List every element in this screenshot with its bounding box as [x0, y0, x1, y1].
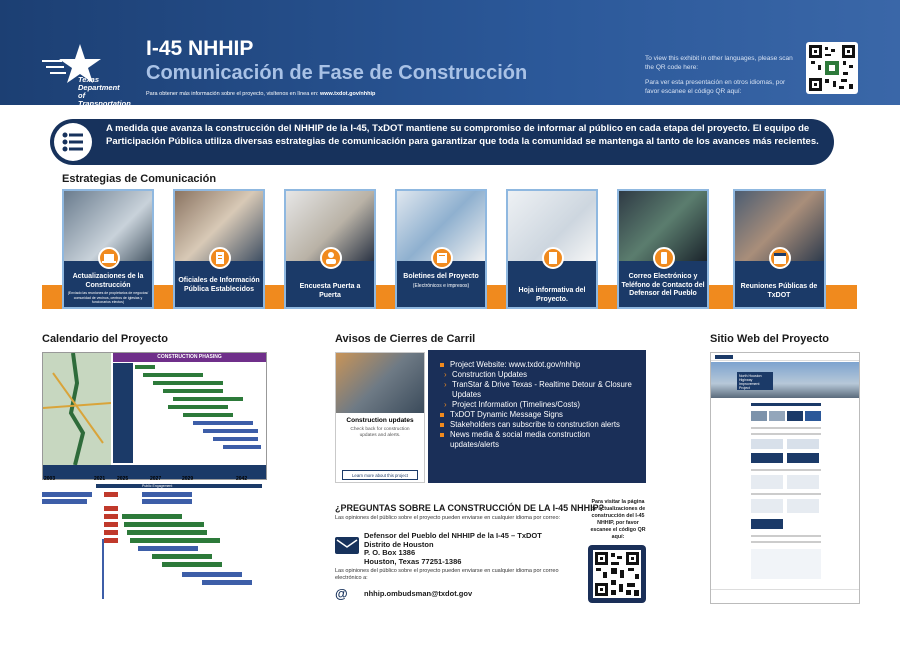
phasing-labels	[113, 363, 133, 463]
intro-text: A medida que avanza la construcción del NHHIP de la I-45, TxDOT mantiene su compromiso de informar al público en cada etapa del proyecto. El equipo de Participación Pública utiliza diversas estrategias de comunicación para garantizar que toda la comunidad se mantenga al tanto de los avances más recientes.	[106, 123, 819, 147]
logo-text-2: Department	[78, 83, 120, 92]
gantt-bar	[142, 499, 192, 504]
card-label-1: Actualizaciones de la Construcción	[72, 273, 144, 289]
notice-subitem: › TranStar & Drive Texas - Realtime Detour & Closure Updates	[440, 380, 638, 400]
gantt-bar	[122, 514, 182, 519]
gantt-bar	[124, 522, 204, 527]
gantt-bar	[42, 492, 92, 497]
gantt-bar	[182, 572, 242, 577]
website-screenshot	[710, 352, 860, 604]
at-icon: @	[335, 586, 348, 601]
public-engagement-bar	[96, 484, 262, 488]
questions-note-mail: Las opiniones del público sobre el proyecto pueden enviarse en cualquier idioma por correo:	[335, 515, 561, 521]
gantt-bar	[104, 506, 118, 511]
gantt-bar	[42, 499, 87, 504]
qr-icon	[593, 550, 641, 598]
phasing-bar	[223, 445, 261, 449]
logo-text-1: Texas	[78, 75, 99, 84]
photo-construction	[336, 353, 424, 413]
strategy-card-officers	[173, 189, 265, 309]
year-label: 2025	[117, 476, 129, 482]
year-label: 2029	[182, 476, 194, 482]
phasing-header: CONSTRUCTION PHASING	[113, 353, 266, 362]
phone-icon	[653, 247, 675, 269]
notice-item: Project Website: www.txdot.gov/nhhip	[440, 360, 638, 370]
gantt-bar	[162, 562, 222, 567]
card-label-2: Oficiales de Información Pública Establecidos	[178, 277, 260, 293]
strategy-card-ombudsman	[617, 189, 709, 309]
address-line: Defensor del Pueblo del NHHIP de la I-45 – TxDOT	[364, 531, 542, 540]
card-label-7: Reuniones Públicas de TxDOT	[740, 283, 818, 299]
card-label-3: Encuesta Puerta a Puerta	[299, 283, 361, 299]
year-label: 2042	[236, 476, 248, 482]
txdot-logo	[42, 42, 131, 108]
gantt-bar	[104, 530, 118, 535]
phasing-bar	[203, 429, 258, 433]
person-icon	[320, 247, 342, 269]
intro-banner	[50, 119, 834, 165]
notice-list-panel	[428, 350, 646, 483]
calendar-title: Calendario del Proyecto	[42, 333, 168, 345]
ombudsman-email[interactable]: nhhip.ombudsman@txdot.gov	[364, 589, 473, 598]
page-subtitle: Comunicación de Fase de Construcción	[146, 62, 528, 84]
address-line: P. O. Box 1386	[364, 548, 416, 557]
closures-title: Avisos de Cierres de Carril	[335, 333, 476, 345]
mail-icon	[335, 537, 359, 554]
info-line	[146, 91, 375, 97]
gantt-bar	[138, 546, 198, 551]
year-label: 2003	[44, 476, 56, 482]
strategy-card-updates	[62, 189, 154, 309]
strategy-card-factsheet	[506, 189, 598, 309]
language-note-en: To view this exhibit in other languages, please scan the QR code here:	[645, 55, 793, 71]
notice-subitem: › Construction Updates	[440, 370, 638, 380]
laptop-icon	[98, 247, 120, 269]
card-sub-4: (Electrónicos e impresos)	[412, 282, 470, 289]
page-title: I-45 NHHIP	[146, 37, 254, 60]
phasing-bar	[153, 381, 223, 385]
list-icon	[54, 123, 92, 161]
website-title: Sitio Web del Proyecto	[710, 333, 829, 345]
logo-text-3: of Transportation	[78, 91, 131, 108]
info-prefix: Para obtener más información sobre el proyecto, visítenos en línea en:	[146, 91, 319, 97]
calendar-icon	[769, 247, 791, 269]
gantt-bar	[104, 538, 118, 543]
gantt-bar	[104, 522, 118, 527]
phasing-bar	[163, 389, 223, 393]
gantt-bar	[142, 492, 192, 497]
checklist-icon	[209, 247, 231, 269]
phasing-bar	[173, 397, 243, 401]
web-nav	[711, 353, 859, 361]
learn-more-button[interactable]: Learn more about this project	[342, 470, 418, 480]
phasing-bar	[168, 405, 228, 409]
qr-code-languages[interactable]	[806, 42, 858, 94]
notice-subitem: › Project Information (Timelines/Costs)	[440, 400, 638, 410]
phasing-bar	[183, 413, 233, 417]
newsletter-icon	[431, 247, 453, 269]
questions-note-email: Las opiniones del público sobre el proyecto pueden enviarse en cualquier idioma por correo electrónico a:	[335, 568, 559, 581]
notice-item: TxDOT Dynamic Message Signs	[440, 410, 638, 420]
strategy-card-newsletter	[395, 189, 487, 309]
language-note-es: Para ver esta presentación en otros idiomas, por favor escanee el código QR aquí:	[645, 79, 786, 95]
web-hero	[711, 362, 859, 398]
web-footer	[711, 589, 859, 603]
qr-icon	[809, 45, 855, 91]
public-engagement-label: Public Engagement	[142, 484, 173, 488]
address-line: Distrito de Houston	[364, 539, 434, 549]
construction-updates-card	[335, 352, 425, 483]
notice-item: News media & social media construction updates/alerts	[440, 430, 638, 450]
year-label: 2021	[94, 476, 106, 482]
card-text: Check back for construction updates and alerts.	[350, 427, 410, 438]
strategy-card-door	[284, 189, 376, 309]
header-banner	[0, 0, 900, 108]
timeline-line	[102, 539, 104, 599]
card-sub-1: (Enviado las reuniones de propietarios de negocios/ comunidad de vecinos, centros de iglesias y funcionarios electos)	[67, 291, 149, 304]
gantt-bar	[104, 492, 118, 497]
hero-text: North Houston Highway Improvement Project	[737, 372, 773, 390]
timeline-gantt	[42, 484, 267, 604]
card-label-5: Hoja informativa del Proyecto.	[518, 287, 586, 303]
phasing-bar	[213, 437, 258, 441]
mailing-address	[364, 532, 542, 566]
address-line: Houston, Texas 77251-1386	[364, 556, 462, 566]
card-label-4: Boletines del Proyecto	[403, 273, 479, 280]
gantt-bar	[104, 514, 118, 519]
card-label-6: Correo Electrónico y Teléfono de Contacto del Defensor del Pueblo	[621, 273, 705, 297]
gantt-bar	[202, 580, 252, 585]
construction-phasing-chart	[42, 352, 267, 480]
qr-note: Para visitar la página de actualizaciones de construcción del I-45 NHHIP, por favor escanee el código QR aquí:	[590, 499, 646, 540]
card-title: Construction updates	[346, 417, 414, 424]
language-note	[645, 55, 795, 96]
gantt-bar	[127, 530, 207, 535]
year-label: 2027	[150, 476, 162, 482]
phasing-bar	[193, 421, 253, 425]
strategy-card-meetings	[733, 189, 826, 309]
project-map	[43, 353, 111, 465]
timeline-years	[42, 476, 267, 484]
questions-title: ¿PREGUNTAS SOBRE LA CONSTRUCCIÓN DE LA I-45 NHHIP?	[335, 503, 605, 513]
info-url[interactable]: www.txdot.gov/nhhip	[319, 91, 376, 97]
document-icon	[542, 247, 564, 269]
phasing-bar	[143, 373, 203, 377]
qr-code-updates[interactable]	[588, 545, 646, 603]
gantt-bar	[130, 538, 220, 543]
strategies-title: Estrategias de Comunicación	[62, 173, 217, 185]
gantt-bar	[152, 554, 212, 559]
notice-item: Stakeholders can subscribe to construction alerts	[440, 420, 638, 430]
phasing-bar	[135, 365, 155, 369]
